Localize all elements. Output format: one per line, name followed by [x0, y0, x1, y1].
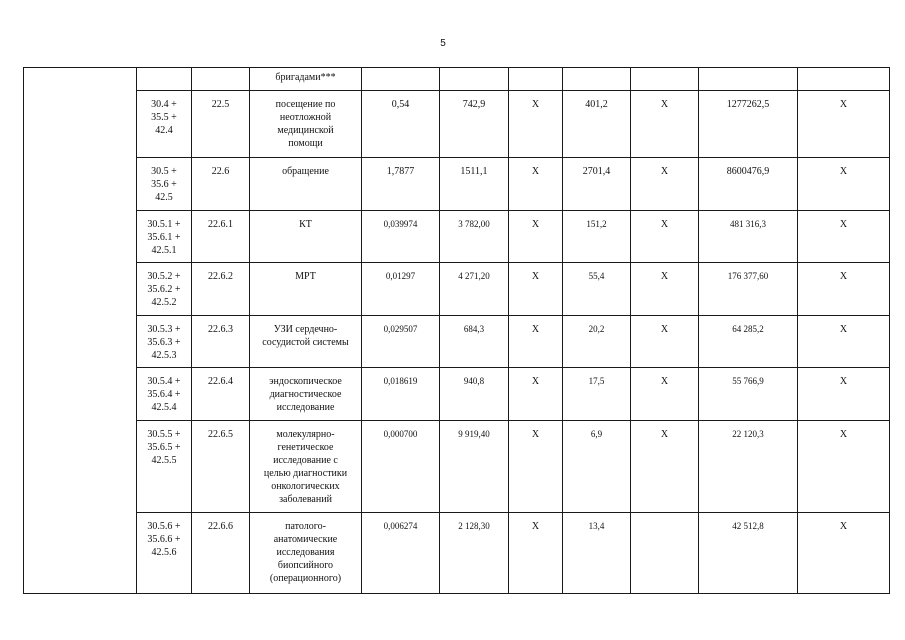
code-cell: 30.5.3 + 35.6.3 + 42.5.3	[137, 316, 192, 368]
x-mark-cell: X	[798, 316, 890, 368]
x-mark-cell: X	[509, 368, 563, 421]
total-cell: 8600476,9	[699, 158, 798, 211]
code-cell: 30.5 + 35.6 + 42.5	[137, 158, 192, 211]
service-name-cell: КТ	[250, 211, 362, 263]
volume-cell: 0,039974	[362, 211, 440, 263]
unit-cost-cell: 940,8	[440, 368, 509, 421]
unit-cost-cell: 684,3	[440, 316, 509, 368]
unit-cost-cell: 3 782,00	[440, 211, 509, 263]
page-number: 5	[440, 38, 446, 49]
per-capita-cell: 2701,4	[563, 158, 631, 211]
x-mark-cell: X	[631, 368, 699, 421]
x-mark-cell: X	[509, 513, 563, 594]
code-cell: 30.5.6 + 35.6.6 + 42.5.6	[137, 513, 192, 594]
x-mark-cell: X	[631, 91, 699, 158]
x-mark-cell: X	[631, 421, 699, 513]
per-capita-cell: 55,4	[563, 263, 631, 316]
service-name-cell: УЗИ сердечно- сосудистой системы	[250, 316, 362, 368]
table-row	[24, 513, 890, 594]
unit-cost-cell: 1511,1	[440, 158, 509, 211]
unit-cost-cell: 9 919,40	[440, 421, 509, 513]
x-mark-cell: X	[631, 316, 699, 368]
service-name-cell: обращение	[250, 158, 362, 211]
table-row	[24, 68, 890, 91]
row-number-cell	[192, 68, 250, 91]
x-mark-cell: X	[631, 158, 699, 211]
code-cell: 30.5.5 + 35.6.5 + 42.5.5	[137, 421, 192, 513]
volume-cell: 1,7877	[362, 158, 440, 211]
total-cell: 22 120,3	[699, 421, 798, 513]
per-capita-cell: 13,4	[563, 513, 631, 594]
merged-left-cell	[24, 68, 137, 594]
x-mark-cell: X	[509, 91, 563, 158]
table-row	[24, 316, 890, 368]
code-cell	[137, 68, 192, 91]
x-mark-cell: X	[798, 263, 890, 316]
row-number-cell: 22.5	[192, 91, 250, 158]
x-mark-cell: X	[631, 211, 699, 263]
x-mark-cell: X	[509, 263, 563, 316]
data-table	[23, 67, 890, 594]
row-number-cell: 22.6.6	[192, 513, 250, 594]
per-capita-cell	[563, 68, 631, 91]
table-row	[24, 368, 890, 421]
x-mark-cell: X	[798, 421, 890, 513]
x-mark-cell	[798, 68, 890, 91]
row-number-cell: 22.6.5	[192, 421, 250, 513]
row-number-cell: 22.6.2	[192, 263, 250, 316]
unit-cost-cell	[440, 68, 509, 91]
x-mark-cell: X	[798, 513, 890, 594]
x-mark-cell	[631, 68, 699, 91]
x-mark-cell: X	[509, 316, 563, 368]
x-mark-cell: X	[798, 158, 890, 211]
service-name-cell: эндоскопическое диагностическое исследование	[250, 368, 362, 421]
x-mark-cell: X	[798, 368, 890, 421]
volume-cell: 0,018619	[362, 368, 440, 421]
row-number-cell: 22.6.4	[192, 368, 250, 421]
total-cell: 64 285,2	[699, 316, 798, 368]
per-capita-cell: 401,2	[563, 91, 631, 158]
x-mark-cell	[509, 68, 563, 91]
volume-cell: 0,01297	[362, 263, 440, 316]
code-cell: 30.5.4 + 35.6.4 + 42.5.4	[137, 368, 192, 421]
per-capita-cell: 6,9	[563, 421, 631, 513]
unit-cost-cell: 4 271,20	[440, 263, 509, 316]
total-cell: 481 316,3	[699, 211, 798, 263]
table-row	[24, 158, 890, 211]
service-name-cell: бригадами***	[250, 68, 362, 91]
total-cell: 176 377,60	[699, 263, 798, 316]
x-mark-cell: X	[509, 211, 563, 263]
service-name-cell: молекулярно- генетическое исследование с целью диагностики онкологических заболеваний	[250, 421, 362, 513]
table-row	[24, 211, 890, 263]
volume-cell: 0,54	[362, 91, 440, 158]
service-name-cell: МРТ	[250, 263, 362, 316]
service-name-cell: патолого- анатомические исследования биопсийного (операционного)	[250, 513, 362, 594]
volume-cell: 0,000700	[362, 421, 440, 513]
unit-cost-cell: 742,9	[440, 91, 509, 158]
per-capita-cell: 17,5	[563, 368, 631, 421]
total-cell: 55 766,9	[699, 368, 798, 421]
table-row	[24, 263, 890, 316]
per-capita-cell: 20,2	[563, 316, 631, 368]
x-mark-cell: X	[798, 91, 890, 158]
table-row	[24, 421, 890, 513]
service-name-cell: посещение по неотложной медицинской помощи	[250, 91, 362, 158]
x-mark-cell: X	[631, 263, 699, 316]
row-number-cell: 22.6.1	[192, 211, 250, 263]
total-cell: 42 512,8	[699, 513, 798, 594]
x-mark-cell	[631, 513, 699, 594]
row-number-cell: 22.6	[192, 158, 250, 211]
row-number-cell: 22.6.3	[192, 316, 250, 368]
x-mark-cell: X	[798, 211, 890, 263]
volume-cell: 0,029507	[362, 316, 440, 368]
code-cell: 30.5.2 + 35.6.2 + 42.5.2	[137, 263, 192, 316]
volume-cell	[362, 68, 440, 91]
code-cell: 30.4 + 35.5 + 42.4	[137, 91, 192, 158]
volume-cell: 0,006274	[362, 513, 440, 594]
per-capita-cell: 151,2	[563, 211, 631, 263]
table-row	[24, 91, 890, 158]
x-mark-cell: X	[509, 158, 563, 211]
x-mark-cell: X	[509, 421, 563, 513]
code-cell: 30.5.1 + 35.6.1 + 42.5.1	[137, 211, 192, 263]
total-cell	[699, 68, 798, 91]
unit-cost-cell: 2 128,30	[440, 513, 509, 594]
total-cell: 1277262,5	[699, 91, 798, 158]
